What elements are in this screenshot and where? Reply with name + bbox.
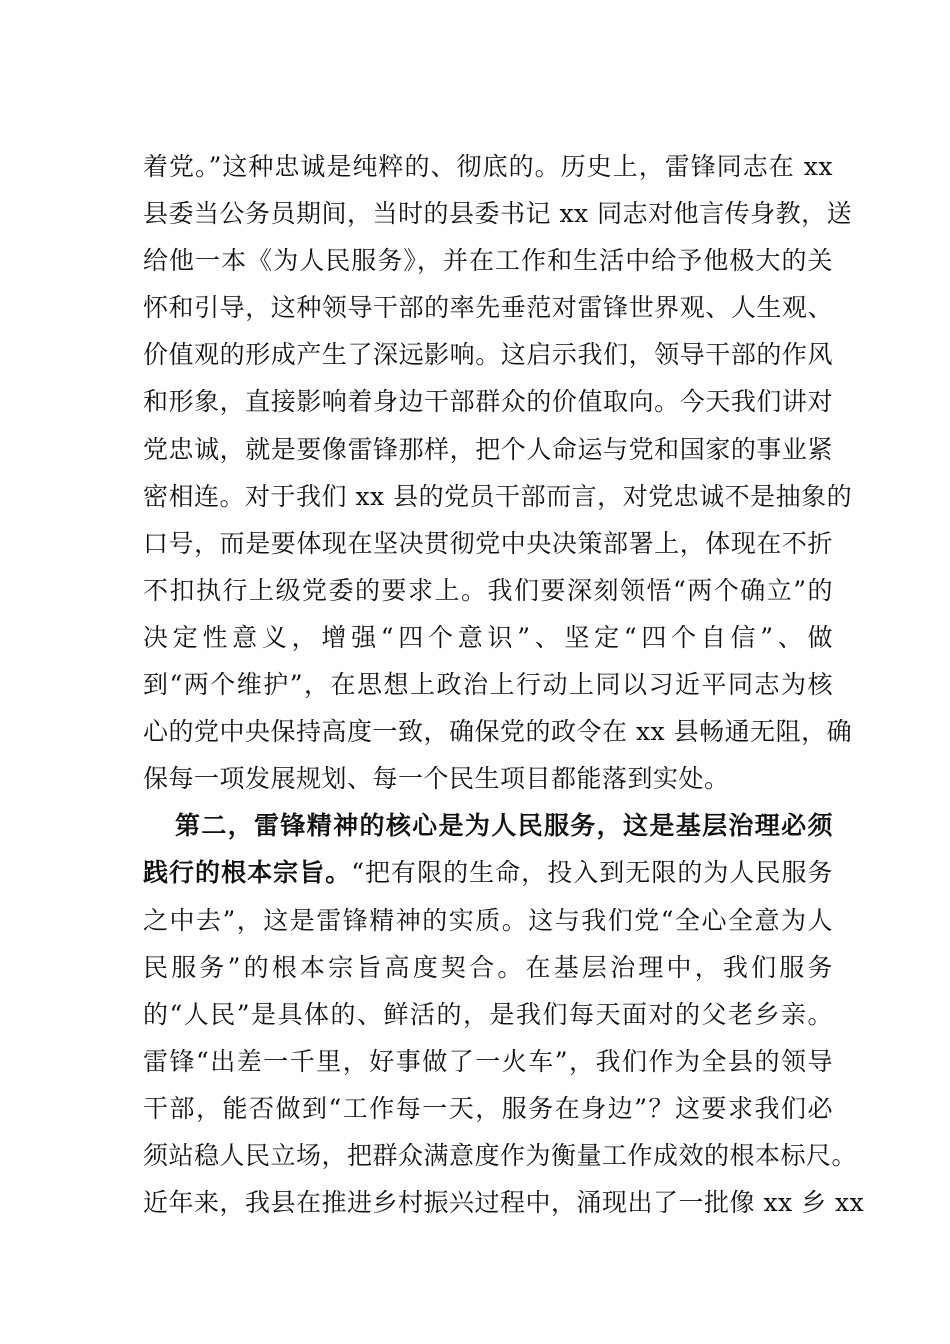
text-line: 心的党中央保持高度一致，确保党的政令在 xx 县畅通无阻，确 — [143, 717, 853, 747]
paragraph-heading-bold: 践行的根本宗旨。 — [143, 858, 352, 888]
paragraph-heading-line-mixed — [143, 849, 833, 896]
text-line: 须站稳人民立场，把群众满意度作为衡量工作成效的根本标尺。 — [143, 1140, 858, 1170]
text-line: 决定性意义，增强“四个意识”、坚定“四个自信”、做 — [143, 622, 833, 652]
body-text — [143, 143, 865, 1226]
text-line: 党忠诚，就是要像雷锋那样，把个人命运与党和国家的事业紧 — [143, 434, 833, 464]
text-line: 县委当公务员期间，当时的县委书记 xx 同志对他言传身教，送 — [143, 199, 853, 229]
text-line: 密相连。对于我们 xx 县的党员干部而言，对党忠诚不是抽象的 — [143, 481, 853, 511]
text-line: 之中去”，这是雷锋精神的实质。这与我们党“全心全意为人 — [143, 905, 833, 935]
text-line: 雷锋“出差一千里，好事做了一火车”，我们作为全县的领导 — [143, 1046, 833, 1076]
text-line: 近年来，我县在推进乡村振兴过程中，涌现出了一批像 xx 乡 xx — [143, 1188, 865, 1218]
text-line: 民服务”的根本宗旨高度契合。在基层治理中，我们服务 — [143, 952, 833, 982]
text-line: 到“两个维护”，在思想上政治上行动上同以习近平同志为核 — [143, 670, 833, 700]
text-line: 口号，而是要体现在坚决贯彻党中央决策部署上，体现在不折 — [143, 528, 833, 558]
text-line: 价值观的形成产生了深远影响。这启示我们，领导干部的作风 — [143, 340, 833, 370]
text-line: 怀和引导，这种领导干部的率先垂范对雷锋世界观、人生观、 — [143, 293, 833, 323]
paragraph-heading-rest: “把有限的生命，投入到无限的为人民服务 — [351, 858, 833, 888]
text-line: 干部，能否做到“工作每一天，服务在身边”？这要求我们必 — [143, 1093, 833, 1123]
text-line: 的“人民”是具体的、鲜活的，是我们每天面对的父老乡亲。 — [143, 999, 833, 1029]
text-line: 着党。”这种忠诚是纯粹的、彻底的。历史上，雷锋同志在 xx — [143, 152, 833, 181]
text-line: 给他一本《为人民服务》，并在工作和生活中给予他极大的关 — [143, 246, 833, 276]
text-line: 和形象，直接影响着身边干部群众的价值取向。今天我们讲对 — [143, 387, 833, 417]
text-line: 不扣执行上级党委的要求上。我们要深刻领悟“两个确立”的 — [143, 575, 833, 605]
text-line: 保每一项发展规划、每一个民生项目都能落到实处。 — [143, 764, 730, 794]
paragraph-heading-line: 第二，雷锋精神的核心是为人民服务，这是基层治理必须 — [175, 811, 833, 841]
